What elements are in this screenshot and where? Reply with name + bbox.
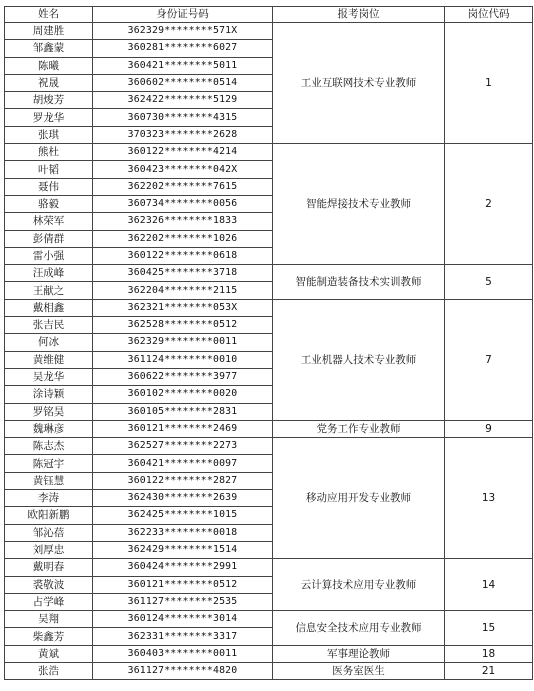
cell-position-code: 1 [445,23,533,144]
cell-id-number: 362430********2639 [93,490,273,507]
cell-name: 邹鑫蒙 [5,40,93,57]
cell-id-number: 362202********7615 [93,178,273,195]
cell-id-number: 362321********053X [93,299,273,316]
cell-name: 占学峰 [5,593,93,610]
cell-name: 聂伟 [5,178,93,195]
cell-id-number: 370323********2628 [93,126,273,143]
cell-position: 工业机器人技术专业教师 [273,299,445,420]
cell-id-number: 360122********4214 [93,144,273,161]
cell-name: 祝晟 [5,74,93,91]
table-row [5,265,533,282]
cell-id-number: 362233********0018 [93,524,273,541]
cell-id-number: 360105********2831 [93,403,273,420]
cell-name: 张浩 [5,662,93,679]
cell-name: 彭倩群 [5,230,93,247]
cell-position: 医务室医生 [273,662,445,679]
cell-id-number: 360281********6027 [93,40,273,57]
cell-position: 军事理论教师 [273,645,445,662]
cell-position-code: 2 [445,144,533,265]
cell-id-number: 360421********0097 [93,455,273,472]
cell-name: 黄斌 [5,645,93,662]
header-name: 姓名 [5,7,93,23]
cell-position-code: 15 [445,611,533,646]
cell-name: 涂诗颖 [5,386,93,403]
applicant-table [4,6,533,680]
cell-id-number: 360423********042X [93,161,273,178]
cell-name: 戴相鑫 [5,299,93,316]
cell-id-number: 360121********0512 [93,576,273,593]
cell-id-number: 360124********3014 [93,611,273,628]
cell-id-number: 360403********0011 [93,645,273,662]
cell-name: 张琪 [5,126,93,143]
cell-position-code: 14 [445,559,533,611]
header-position: 报考岗位 [273,7,445,23]
cell-name: 周建胜 [5,23,93,40]
cell-name: 黄维健 [5,351,93,368]
cell-name: 刘厚忠 [5,541,93,558]
cell-name: 陈志杰 [5,438,93,455]
cell-position-code: 9 [445,420,533,437]
cell-position: 信息安全技术应用专业教师 [273,611,445,646]
cell-id-number: 362329********571X [93,23,273,40]
cell-id-number: 360121********2469 [93,420,273,437]
cell-name: 何冰 [5,334,93,351]
table-body [5,23,533,680]
cell-position: 智能焊接技术专业教师 [273,144,445,265]
cell-position-code: 18 [445,645,533,662]
cell-name: 柴鑫芳 [5,628,93,645]
cell-id-number: 361127********4820 [93,662,273,679]
cell-id-number: 362326********1833 [93,213,273,230]
cell-id-number: 362527********2273 [93,438,273,455]
cell-id-number: 360122********2827 [93,472,273,489]
cell-id-number: 362425********1015 [93,507,273,524]
table-row [5,438,533,455]
cell-position-code: 7 [445,299,533,420]
cell-id-number: 360122********0618 [93,247,273,264]
cell-name: 戴明春 [5,559,93,576]
cell-id-number: 360424********2991 [93,559,273,576]
cell-id-number: 360730********4315 [93,109,273,126]
cell-name: 雷小强 [5,247,93,264]
table-row [5,645,533,662]
cell-name: 王献之 [5,282,93,299]
cell-name: 陈曦 [5,57,93,74]
cell-name: 罗铭昊 [5,403,93,420]
cell-id-number: 362528********0512 [93,317,273,334]
table-row [5,662,533,679]
cell-name: 魏琳彦 [5,420,93,437]
table-row [5,611,533,628]
cell-name: 吴翔 [5,611,93,628]
cell-position: 云计算技术应用专业教师 [273,559,445,611]
cell-name: 邹沁蓓 [5,524,93,541]
cell-name: 林荣军 [5,213,93,230]
cell-id-number: 360734********0056 [93,195,273,212]
cell-name: 熊杜 [5,144,93,161]
cell-name: 陈冠宇 [5,455,93,472]
cell-position-code: 21 [445,662,533,679]
table-row [5,420,533,437]
cell-id-number: 361127********2535 [93,593,273,610]
cell-name: 张吉民 [5,317,93,334]
cell-position: 移动应用开发专业教师 [273,438,445,559]
table-row [5,23,533,40]
cell-name: 罗龙华 [5,109,93,126]
table-row [5,559,533,576]
cell-name: 李涛 [5,490,93,507]
cell-name: 叶韬 [5,161,93,178]
cell-position-code: 13 [445,438,533,559]
cell-id-number: 360425********3718 [93,265,273,282]
cell-name: 吴龙华 [5,368,93,385]
cell-id-number: 360102********0020 [93,386,273,403]
cell-position: 工业互联网技术专业教师 [273,23,445,144]
cell-id-number: 360602********0514 [93,74,273,91]
cell-name: 黄钰慧 [5,472,93,489]
cell-position: 智能制造装备技术实训教师 [273,265,445,300]
cell-name: 裘敬波 [5,576,93,593]
table-row [5,144,533,161]
cell-name: 欧阳新鹏 [5,507,93,524]
cell-id-number: 360421********5011 [93,57,273,74]
header-position-code: 岗位代码 [445,7,533,23]
cell-name: 胡焌芳 [5,92,93,109]
cell-id-number: 361124********0010 [93,351,273,368]
header-row [5,7,533,23]
cell-position-code: 5 [445,265,533,300]
header-id-number: 身份证号码 [93,7,273,23]
cell-id-number: 362204********2115 [93,282,273,299]
cell-position: 党务工作专业教师 [273,420,445,437]
cell-name: 骆毅 [5,195,93,212]
table-row [5,299,533,316]
cell-id-number: 362202********1026 [93,230,273,247]
cell-id-number: 362422********5129 [93,92,273,109]
cell-id-number: 360622********3977 [93,368,273,385]
cell-id-number: 362329********0011 [93,334,273,351]
cell-id-number: 362331********3317 [93,628,273,645]
cell-id-number: 362429********1514 [93,541,273,558]
cell-name: 汪成峰 [5,265,93,282]
